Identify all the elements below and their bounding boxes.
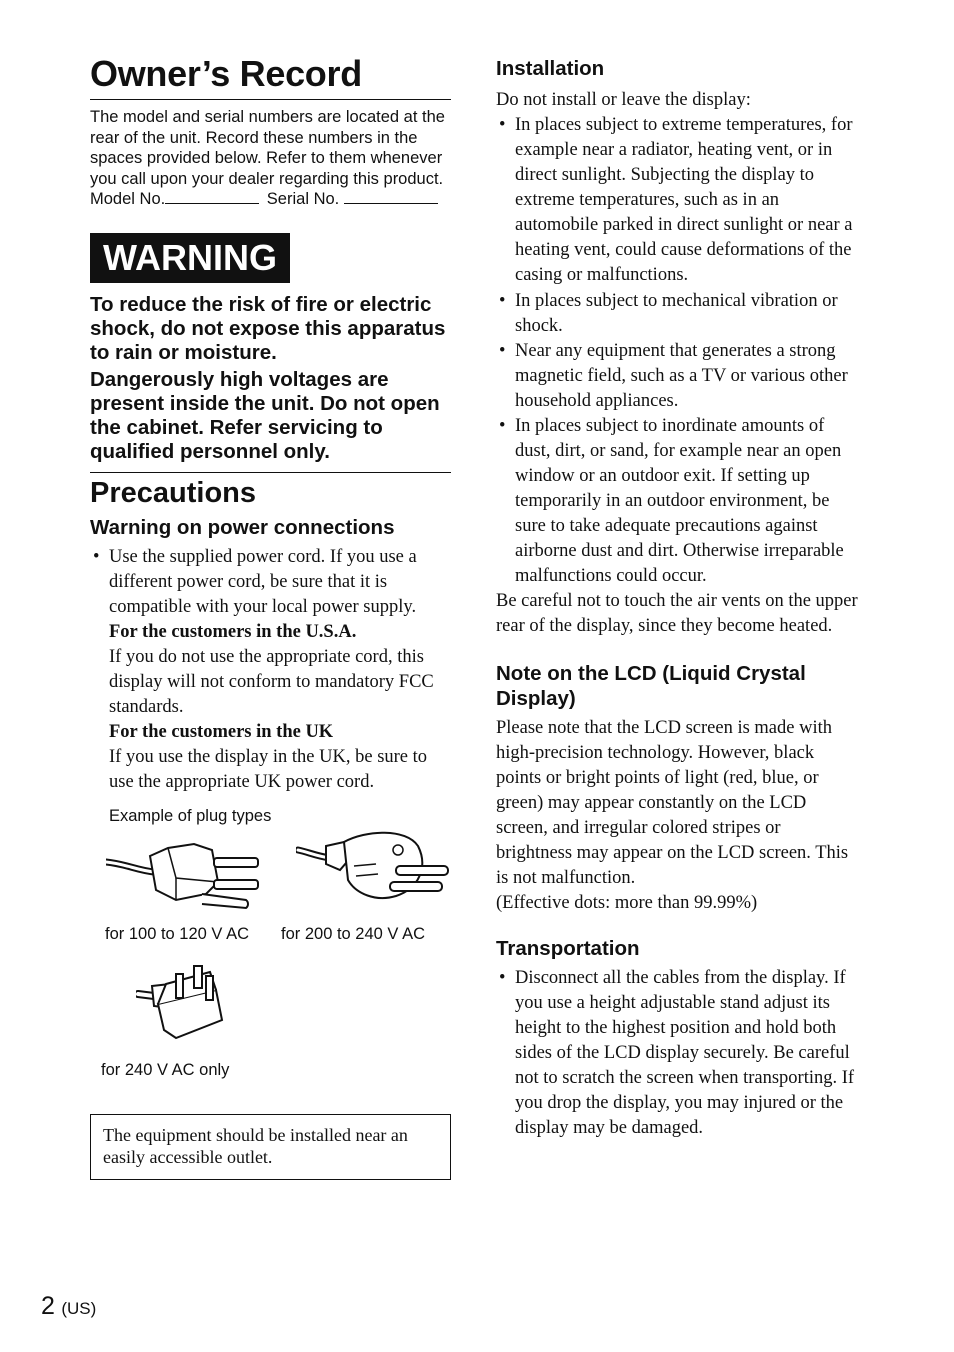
left-column	[90, 52, 451, 1180]
installation-notice-box: The equipment should be installed near an easily accessible outlet.	[90, 1114, 451, 1180]
uk-heading: For the customers in the UK	[109, 721, 334, 742]
power-connections-heading: Warning on power connections	[90, 515, 395, 539]
owners-record-text	[90, 107, 451, 210]
lcd-dots: (Effective dots: more than 99.99%)	[496, 893, 758, 913]
plug-example-label: Example of plug types	[109, 806, 272, 825]
installation-outro: Be careful not to touch the air vents on the upper rear of the display, since they become heated.	[496, 591, 858, 636]
lcd-text: Please note that the LCD screen is made with high-precision technology. However, black points or bright points of light (red, blue, or green) may appear constantly on the LCD screen, and irregular colored stripes or brightness may appear on the LCD screen. This is not malfunction.	[496, 718, 849, 888]
plug-caption-uk: for 240 V AC only	[101, 1060, 230, 1079]
model-number-field[interactable]	[165, 189, 259, 204]
owners-record-description: The model and serial numbers are located at the rear of the unit. Record these numbers in the spaces provided below. Refer to them whenever you call upon your dealer regarding this product.	[90, 108, 445, 188]
precautions-divider	[90, 472, 451, 473]
installation-bullet-4: • In places subject to inordinate amounts of dust, dirt, or sand, for example near an open window or an outdoor exit. If setting up temporarily in an outdoor environment, be sure to take adequate precautions against airborne dust and dirt. Otherwise irreparable malfunctions could occur.	[496, 414, 858, 589]
title-divider	[90, 99, 451, 100]
power-cord-text: • Use the supplied power cord. If you use a different power cord, be sure that it is compatible with your local power supply.	[109, 546, 417, 617]
installation-intro: Do not install or leave the display:	[496, 90, 751, 110]
precautions-title: Precautions	[90, 476, 256, 509]
right-column	[496, 56, 858, 1141]
transportation-bullet: • Disconnect all the cables from the display. If you use a height adjustable stand adjust its height to the highest position and hold both sides of the LCD display securely. Be careful not to scratch the screen when transporting. If you drop the display, you may injured or the display may be damaged.	[496, 966, 858, 1141]
uk-plug-icon	[136, 964, 236, 1044]
installation-bullet-3: • Near any equipment that generates a strong magnetic field, such as a TV or various other household appliances.	[496, 339, 858, 414]
region-code: (US)	[61, 1299, 97, 1318]
plug-caption-us: for 100 to 120 V AC	[105, 924, 250, 943]
installation-bullet-1: • In places subject to extreme temperatures, for example near a radiator, heating vent, or in direct sunlight. Subjecting the display to extreme temperatures, such as in an automobile parked in direct sunlight or near a heating vent, could cause deformations of the casing or malfunctions.	[496, 113, 858, 288]
eu-plug-icon	[296, 826, 456, 906]
warning-label: WARNING	[90, 233, 290, 283]
page-number: 2	[41, 1292, 55, 1320]
warning-paragraph-1: To reduce the risk of fire or electric shock, do not expose this apparatus to rain or moisture.	[90, 292, 446, 364]
installation-bullet-2: • In places subject to mechanical vibration or shock.	[496, 289, 858, 339]
uk-text: If you use the display in the UK, be sure to use the appropriate UK power cord.	[109, 746, 428, 792]
serial-label: Serial No.	[266, 190, 340, 208]
owners-record-title: Owner’s Record	[90, 53, 362, 94]
model-label: Model No.	[90, 190, 166, 208]
transportation-heading: Transportation	[496, 937, 640, 960]
usa-heading: For the customers in the U.S.A.	[109, 621, 357, 642]
page-footer	[41, 1292, 96, 1321]
plug-caption-eu: for 200 to 240 V AC	[281, 924, 426, 943]
record-fields	[90, 189, 451, 210]
serial-number-field[interactable]	[344, 189, 438, 204]
plug-illustrations	[90, 826, 451, 1111]
lcd-heading: Note on the LCD (Liquid Crystal Display)	[496, 662, 806, 710]
installation-heading: Installation	[496, 57, 605, 80]
usa-text: If you do not use the appropriate cord, this display will not conform to mandatory FCC standards.	[109, 646, 434, 717]
us-plug-icon	[106, 834, 276, 914]
warning-paragraph-2: Dangerously high voltages are present inside the unit. Do not open the cabinet. Refer servicing to qualified personnel only.	[90, 367, 440, 463]
power-cord-bullet	[90, 545, 451, 795]
